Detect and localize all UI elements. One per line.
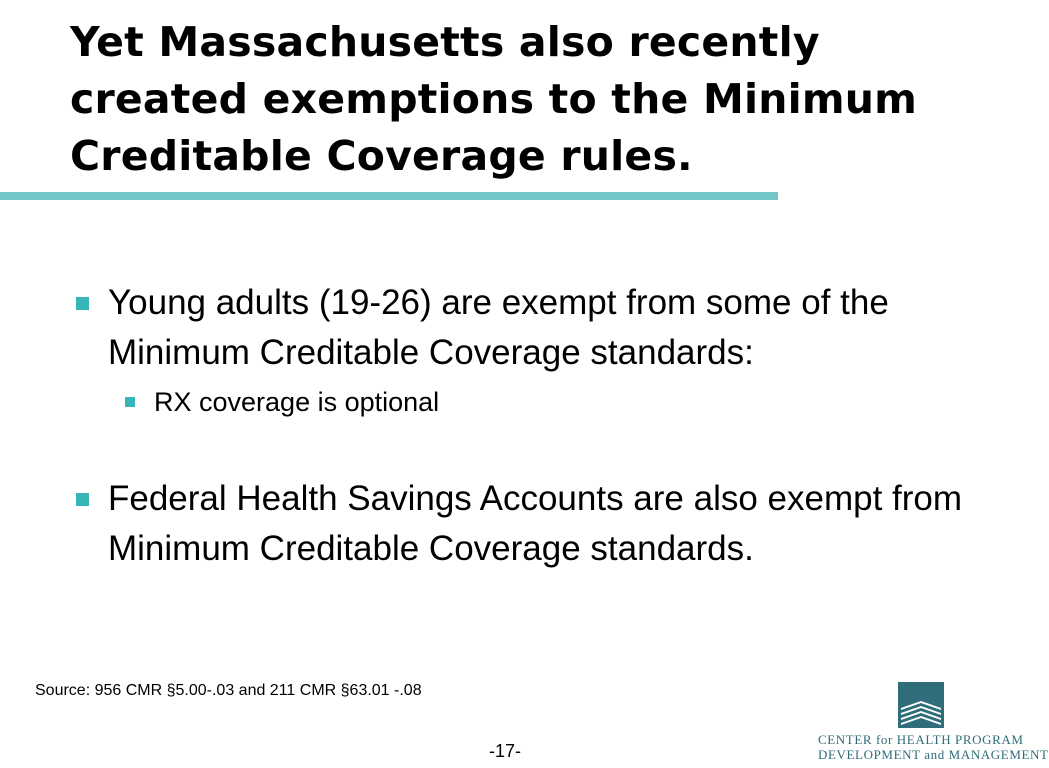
bullet-text: Federal Health Savings Accounts are also exempt from Minimum Creditable Coverage standards. bbox=[108, 479, 963, 568]
source-citation: Source: 956 CMR §5.00-.03 and 211 CMR §63.01 -.08 bbox=[35, 682, 422, 699]
square-bullet-icon bbox=[76, 297, 89, 310]
sub-bullet-list bbox=[108, 380, 1010, 424]
bullet-item bbox=[70, 474, 1010, 574]
sub-bullet-text: RX coverage is optional bbox=[154, 387, 440, 417]
logo-line-1: CENTER for HEALTH PROGRAM bbox=[818, 732, 1024, 747]
slide-title: Yet Massachusetts also recently created exemptions to the Minimum Creditable Coverage rules. bbox=[70, 18, 918, 180]
square-bullet-icon bbox=[76, 493, 89, 506]
building-logo-icon bbox=[898, 682, 944, 728]
logo-wordmark bbox=[818, 732, 1049, 762]
bullet-list bbox=[70, 278, 1010, 574]
bullet-item bbox=[70, 278, 1010, 424]
logo-line-2: DEVELOPMENT and MANAGEMENT bbox=[818, 747, 1049, 762]
organization-logo bbox=[818, 680, 1049, 768]
bullet-text: Young adults (19-26) are exempt from some of the Minimum Creditable Coverage standards: bbox=[108, 283, 889, 372]
square-bullet-icon bbox=[125, 397, 135, 407]
title-underline bbox=[0, 192, 778, 200]
page-number: -17- bbox=[488, 741, 521, 761]
sub-bullet-item bbox=[108, 380, 1010, 424]
